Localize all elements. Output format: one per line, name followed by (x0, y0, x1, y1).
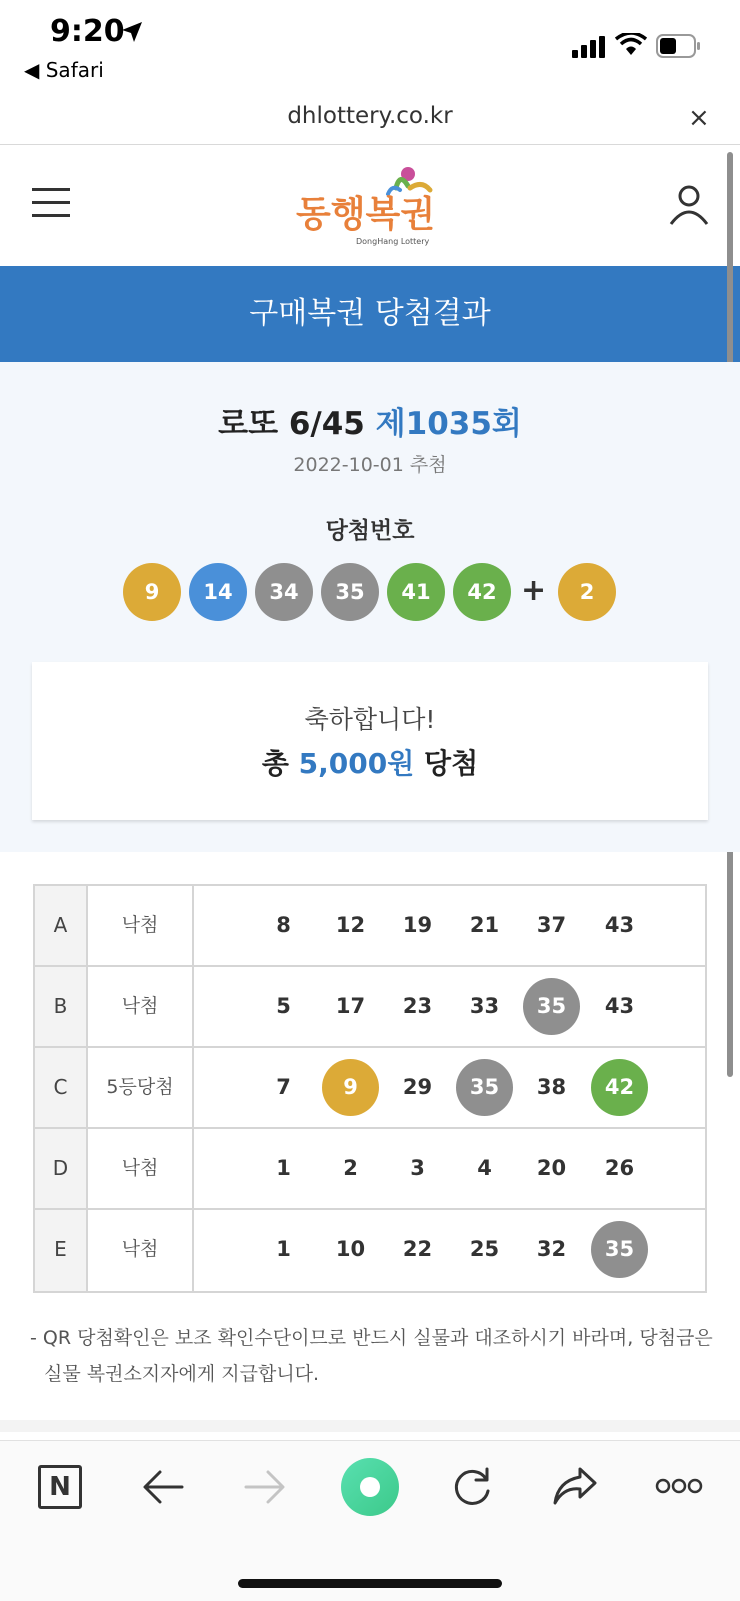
ticket-number: 10 (335, 1237, 366, 1261)
status-time: 9:20 (50, 14, 125, 49)
signal-icon (572, 36, 606, 58)
green-dot-icon[interactable] (340, 1457, 400, 1517)
ticket-row-a (35, 886, 705, 967)
logo-subtext: DongHang Lottery (356, 237, 430, 246)
ticket-row-c (35, 1048, 705, 1129)
ticket-line-result: 낙첨 (88, 1129, 194, 1208)
reload-icon[interactable] (450, 1465, 494, 1509)
ticket-number: 2 (343, 1156, 358, 1180)
prize-amount: 5,000원 (298, 747, 415, 780)
winning-numbers (0, 563, 740, 621)
location-arrow-icon (120, 20, 144, 44)
ticket-number: 33 (469, 994, 500, 1018)
result-card (32, 662, 708, 820)
matched-number: 42 (591, 1059, 648, 1116)
ticket-line-label: E (35, 1210, 88, 1291)
ticket-line-result: 낙첨 (88, 1210, 194, 1291)
ticket-number: 43 (604, 994, 635, 1018)
ticket-number: 1 (276, 1237, 291, 1261)
wifi-icon (615, 33, 647, 57)
ticket-line-result: 낙첨 (88, 886, 194, 965)
ticket-line-label: D (35, 1129, 88, 1208)
ticket-number: 4 (477, 1156, 492, 1180)
congrats-text: 축하합니다! (304, 705, 436, 734)
logo-text: 동행복권 (296, 194, 436, 235)
ticket-number: 23 (402, 994, 433, 1018)
ticket-number: 43 (604, 913, 635, 937)
winning-ball-1: 9 (123, 563, 181, 621)
ticket-number: 29 (402, 1075, 433, 1099)
battery-icon (656, 34, 702, 58)
ticket-number: 19 (402, 913, 433, 937)
bonus-ball: 2 (558, 563, 616, 621)
matched-number: 9 (322, 1059, 379, 1116)
ticket-number: 32 (536, 1237, 567, 1261)
ticket-number: 7 (276, 1075, 291, 1099)
winning-numbers-label: 당첨번호 (325, 518, 415, 544)
ticket-row-e (35, 1210, 705, 1291)
site-header (0, 146, 740, 266)
ticket-number: 37 (536, 913, 567, 937)
ticket-number: 21 (469, 913, 500, 937)
winning-ball-3: 34 (255, 563, 313, 621)
menu-icon[interactable] (32, 188, 70, 218)
game-name: 로또 6/45 (218, 406, 365, 442)
ticket-number: 1 (276, 1156, 291, 1180)
browser-toolbar (0, 1440, 740, 1601)
status-bar (0, 0, 740, 95)
prize-prefix: 총 (261, 747, 289, 780)
ticket-line-label: A (35, 886, 88, 965)
winning-ball-4: 35 (321, 563, 379, 621)
more-icon[interactable] (655, 1477, 703, 1495)
ticket-line-label: B (35, 967, 88, 1046)
ticket-number: 38 (536, 1075, 567, 1099)
ticket-number: 22 (402, 1237, 433, 1261)
draw-summary (0, 362, 740, 852)
ticket-number: 26 (604, 1156, 635, 1180)
ticket-number: 8 (276, 913, 291, 937)
home-indicator[interactable] (238, 1579, 502, 1588)
matched-number: 35 (456, 1059, 513, 1116)
ticket-line-result: 낙첨 (88, 967, 194, 1046)
ticket-number: 17 (335, 994, 366, 1018)
ticket-number: 3 (410, 1156, 425, 1180)
ticket-row-b (35, 967, 705, 1048)
draw-date: 2022-10-01 추첨 (293, 454, 447, 476)
section-divider (0, 1420, 740, 1432)
winning-ball-2: 14 (189, 563, 247, 621)
winning-ball-6: 42 (453, 563, 511, 621)
ticket-number: 12 (335, 913, 366, 937)
winning-ball-5: 41 (387, 563, 445, 621)
back-arrow-icon[interactable] (142, 1467, 184, 1507)
user-icon[interactable] (668, 184, 710, 226)
notice-text: - QR 당첨확인은 보조 확인수단이므로 반드시 실물과 대조하시기 바라며, 당첨금은 실물 복권소지자에게 지급합니다. (30, 1327, 713, 1385)
prize-suffix: 당첨 (424, 747, 479, 780)
ticket-number: 25 (469, 1237, 500, 1261)
ticket-line-result: 5등당첨 (88, 1048, 194, 1127)
url-text[interactable]: dhlottery.co.kr (287, 103, 453, 129)
naver-icon[interactable]: N (38, 1465, 82, 1509)
ticket-row-d (35, 1129, 705, 1210)
back-to-safari-link[interactable]: ◀ Safari (24, 58, 104, 82)
page-title: 구매복권 당첨결과 (0, 266, 740, 362)
prize-summary (32, 742, 708, 782)
matched-number: 35 (591, 1221, 648, 1278)
donghang-lottery-logo[interactable] (296, 164, 446, 246)
forward-arrow-icon[interactable] (244, 1467, 286, 1507)
ticket-table (33, 884, 707, 1293)
round-title (0, 398, 740, 443)
matched-number: 35 (523, 978, 580, 1035)
bonus-plus: + (521, 573, 547, 608)
share-icon[interactable] (552, 1465, 598, 1507)
close-icon[interactable]: × (688, 103, 710, 133)
ticket-number: 20 (536, 1156, 567, 1180)
ticket-number: 5 (276, 994, 291, 1018)
ticket-line-label: C (35, 1048, 88, 1127)
round-number: 제1035회 (375, 406, 522, 442)
address-bar[interactable] (0, 95, 740, 145)
